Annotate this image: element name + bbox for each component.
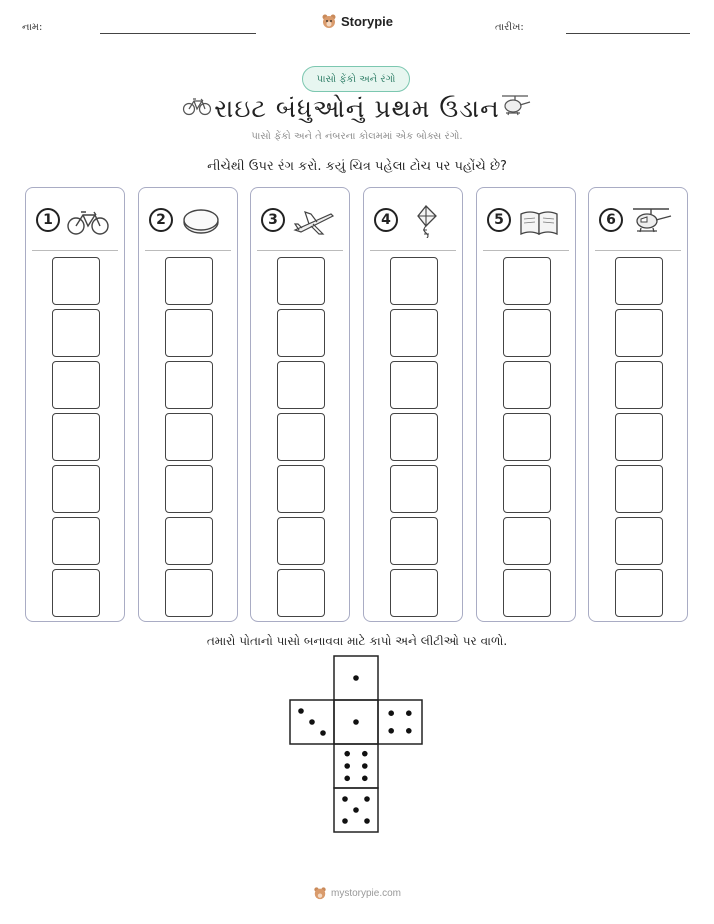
dice-pip	[364, 796, 370, 802]
column-number: 2	[149, 208, 173, 232]
dice-pip	[298, 708, 304, 714]
dice-pip	[362, 763, 368, 769]
column-number: 5	[487, 208, 511, 232]
dice-pip	[353, 807, 359, 813]
brand-name: Storypie	[340, 13, 393, 29]
dice-pip	[353, 719, 359, 725]
dice-pip	[344, 751, 350, 757]
footer-url[interactable]: mystorypie.com	[330, 887, 401, 899]
date-label: તારીખ:	[495, 22, 524, 33]
dice-pip	[388, 728, 394, 734]
dice-pip	[362, 776, 368, 782]
dice-pip	[342, 818, 348, 824]
column-number: 4	[374, 208, 398, 232]
dice-pip	[388, 710, 394, 716]
dice-pip	[364, 818, 370, 824]
column-number: 3	[261, 208, 285, 232]
dice-pip	[353, 675, 359, 681]
bear-icon	[313, 886, 327, 900]
column-number: 6	[599, 208, 623, 232]
dice-face-right	[378, 700, 422, 744]
page-title: રાઇટ બંધુઓનું પ્રથમ ઉડાન	[214, 94, 500, 123]
page-subtitle: પાસો ફેંકો અને તે નંબરના કોલમમાં એક બોક્સ રંગો.	[251, 131, 463, 142]
dice-pip	[344, 763, 350, 769]
dice-pip	[309, 719, 315, 725]
dice-pip	[344, 776, 350, 782]
dice-pip	[342, 796, 348, 802]
name-label: નામ:	[22, 22, 43, 33]
cut-instructions: તમારો પોતાનો પાસો બનાવવા માટે કાપો અને લીટીઓ પર વાળો.	[206, 634, 508, 648]
dice-face-lower	[334, 744, 378, 788]
activity-badge: પાસો ફેંકો અને રંગો	[302, 66, 410, 92]
dice-pip	[362, 751, 368, 757]
instruction-question: નીચેથી ઉપર રંગ કરો. કયું ચિત્ર પહેલા ટોચ પર પહોંચે છે?	[207, 159, 507, 174]
dice-pip	[406, 728, 412, 734]
dice-pip	[406, 710, 412, 716]
footer	[0, 886, 714, 900]
dice-pip	[320, 730, 326, 736]
column-number: 1	[36, 208, 60, 232]
